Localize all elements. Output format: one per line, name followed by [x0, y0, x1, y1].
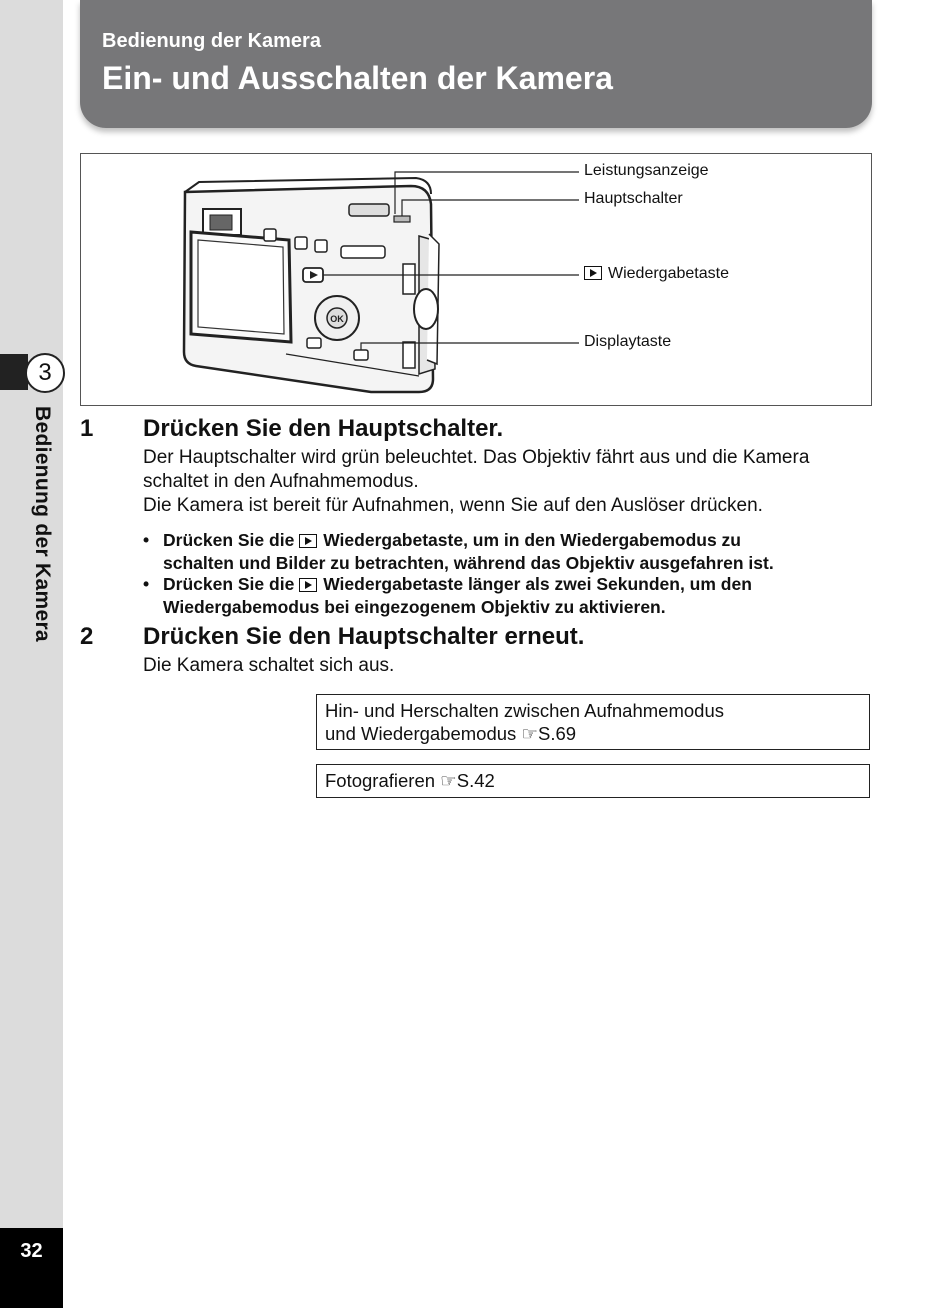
bullet-text: schalten und Bilder zu betrachten, während das Objektiv ausgefahren ist. — [163, 552, 774, 573]
section-header — [80, 0, 872, 128]
viewfinder-glass — [210, 215, 232, 230]
reference-link[interactable]: Fotografieren ☞S.42 — [325, 770, 495, 791]
step-1-number: 1 — [80, 415, 94, 442]
bullet-item — [143, 529, 863, 574]
camera-illustration — [81, 154, 871, 405]
camera-diagram — [80, 153, 872, 406]
section-subtitle: Bedienung der Kamera — [102, 30, 321, 52]
playback-icon — [584, 266, 602, 280]
label-playback-button — [584, 265, 729, 283]
lcd-screen — [198, 240, 284, 334]
step-1-text — [143, 446, 873, 518]
playback-icon — [299, 534, 317, 548]
step-1-heading: Drücken Sie den Hauptschalter. — [143, 415, 504, 442]
label-power-switch: Hauptschalter — [584, 190, 683, 207]
side-door — [403, 264, 415, 294]
step-2-text-line: Die Kamera schaltet sich aus. — [143, 655, 395, 676]
bullet-text: Wiedergabetaste länger als zwei Sekunden, um den — [323, 574, 752, 594]
step-1-text-line: Die Kamera ist bereit für Aufnahmen, wenn Sie auf den Auslöser drücken. — [143, 495, 763, 516]
small-button-2 — [295, 237, 307, 249]
small-button-1 — [264, 229, 276, 241]
bullet-item — [143, 573, 863, 618]
bullet-dot: • — [143, 574, 150, 594]
mode-dial — [414, 289, 438, 329]
step-1-text-line: Der Hauptschalter wird grün beleuchtet. Das Objektiv fährt aus und die Kamera — [143, 447, 810, 468]
playback-icon — [299, 578, 317, 592]
reference-box — [316, 694, 870, 750]
sidebar-strip — [0, 0, 63, 1308]
page-title: Ein- und Ausschalten der Kamera — [102, 60, 613, 96]
label-display-button: Displaytaste — [584, 333, 672, 350]
small-button-3 — [315, 240, 327, 252]
zoom-lever — [341, 246, 385, 258]
camera-display-button — [354, 350, 368, 360]
reference-box — [316, 764, 870, 798]
bullet-text: Wiedergabemodus bei eingezogenem Objektiv zu aktivieren. — [163, 596, 666, 617]
page-number: 32 — [20, 1240, 43, 1262]
step-2-number: 2 — [80, 623, 94, 650]
menu-button — [307, 338, 321, 348]
chapter-number-badge: 3 — [25, 353, 65, 393]
ok-button-text: OK — [330, 314, 344, 324]
label-power-lamp: Leistungsanzeige — [584, 162, 709, 179]
chapter-title-vertical: Bedienung der Kamera — [31, 406, 54, 642]
reference-link[interactable]: und Wiedergabemodus ☞S.69 — [325, 723, 577, 744]
shutter-button — [349, 204, 389, 216]
step-1-text-line: schaltet in den Aufnahmemodus. — [143, 471, 419, 492]
bullet-text: Drücken Sie die — [163, 574, 295, 594]
chapter-tab — [0, 354, 28, 390]
reference-text: Hin- und Herschalten zwischen Aufnahmemodus — [325, 700, 724, 721]
power-switch — [394, 216, 410, 222]
label-playback-text: Wiedergabetaste — [608, 265, 729, 282]
side-door-2 — [403, 342, 415, 368]
bullet-dot: • — [143, 530, 150, 550]
bullet-text: Wiedergabetaste, um in den Wiedergabemodus zu — [323, 530, 741, 550]
step-2-text — [143, 654, 873, 678]
bullet-text: Drücken Sie die — [163, 530, 295, 550]
step-2-heading: Drücken Sie den Hauptschalter erneut. — [143, 623, 585, 650]
